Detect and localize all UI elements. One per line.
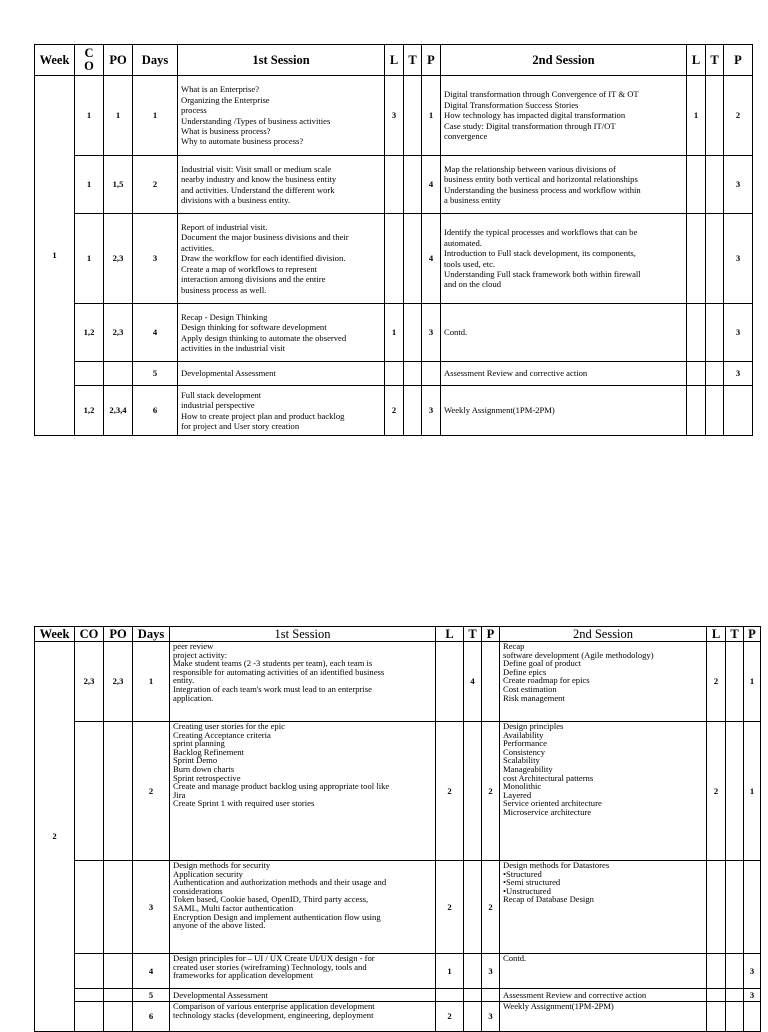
days-cell: 6 <box>133 386 178 436</box>
days-cell: 2 <box>133 156 178 214</box>
session2-cell: Digital transformation through Convergence of IT & OT Digital Transformation Success Stories How technology has impacted digital transformation Case study: Digital transformation through IT/OT convergence <box>441 76 687 156</box>
table-row <box>35 76 753 156</box>
session2-cell: Weekly Assignment(1PM-2PM) <box>500 1002 707 1032</box>
header-co: CO <box>75 627 104 642</box>
header-t1: T <box>404 45 422 76</box>
po-cell: 2,3,4 <box>104 386 133 436</box>
p2-cell: 3 <box>744 989 761 1002</box>
days-cell: 2 <box>133 722 170 861</box>
session1-cell: Full stack development industrial perspective How to create project plan and product backlog for project and User story creation <box>178 386 385 436</box>
p1-cell: 3 <box>422 386 441 436</box>
p2-cell: 3 <box>724 156 753 214</box>
t2-cell <box>706 386 724 436</box>
po-cell: 2,3 <box>104 304 133 362</box>
session1-cell: Report of industrial visit. Document the major business divisions and their activities. Draw the workflow for each identified division. Create a map of workflows to represent interaction among divisions and the entire business process as well. <box>178 214 385 304</box>
co-cell: 1,2 <box>75 386 104 436</box>
t2-cell <box>706 156 724 214</box>
session2-cell: Contd. <box>441 304 687 362</box>
table-row <box>35 214 753 304</box>
p2-cell <box>744 1002 761 1032</box>
header-co: C O <box>75 45 104 76</box>
po-cell <box>104 989 133 1002</box>
t2-cell <box>726 954 744 989</box>
session2-cell: Map the relationship between various divisions of business entity both vertical and horizontal relationships Understanding the business process and workflow within a business entity <box>441 156 687 214</box>
p1-cell: 1 <box>422 76 441 156</box>
header-l1: L <box>385 45 404 76</box>
t1-cell <box>464 861 482 954</box>
t1-cell <box>404 386 422 436</box>
table-row <box>35 304 753 362</box>
t2-cell <box>726 722 744 861</box>
l2-cell: 1 <box>687 76 706 156</box>
co-cell: 1 <box>75 156 104 214</box>
header-days: Days <box>133 45 178 76</box>
t1-cell <box>404 76 422 156</box>
session1-cell: Developmental Assessment <box>170 989 436 1002</box>
session2-cell: Design principles Availability Performance Consistency Scalability Manageability cost Architectural patterns Monolithic Layered Service oriented architecture Microservice architecture <box>500 722 707 861</box>
l1-cell <box>385 362 404 386</box>
t1-cell <box>404 214 422 304</box>
t2-cell <box>726 989 744 1002</box>
t1-cell <box>464 722 482 861</box>
header-days: Days <box>133 627 170 642</box>
header-t2: T <box>726 627 744 642</box>
l2-cell <box>687 214 706 304</box>
co-cell <box>75 989 104 1002</box>
table-header-row <box>35 45 753 76</box>
l2-cell <box>687 362 706 386</box>
p1-cell: 3 <box>422 304 441 362</box>
p1-cell: 2 <box>482 861 500 954</box>
table-header-row <box>35 627 761 642</box>
po-cell <box>104 362 133 386</box>
p1-cell: 2 <box>482 722 500 861</box>
t1-cell <box>404 304 422 362</box>
week-cell: 1 <box>35 76 75 436</box>
session1-cell: Comparison of various enterprise application development technology stacks (development, engineering, deployment <box>170 1002 436 1032</box>
header-po: PO <box>104 45 133 76</box>
table-row <box>35 156 753 214</box>
l2-cell: 2 <box>707 642 726 722</box>
p2-cell: 1 <box>744 642 761 722</box>
session2-cell: Assessment Review and corrective action <box>441 362 687 386</box>
session1-cell: Design methods for security Application security Authentication and authorization methods and their usage and considerations Token based, Cookie based, OpenID, Third party access, SAML, Multi factor authentication Encryption Design and implement authentication flow using anyone of the above listed. <box>170 861 436 954</box>
session2-cell: Assessment Review and corrective action <box>500 989 707 1002</box>
po-cell: 2,3 <box>104 214 133 304</box>
l2-cell <box>707 861 726 954</box>
session1-cell: Recap - Design Thinking Design thinking for software development Apply design thinking to automate the observed activities in the industrial visit <box>178 304 385 362</box>
t2-cell <box>726 861 744 954</box>
table-row <box>35 861 761 954</box>
t1-cell <box>464 954 482 989</box>
po-cell <box>104 722 133 861</box>
p1-cell: 4 <box>422 156 441 214</box>
p2-cell: 2 <box>724 76 753 156</box>
p1-cell: 3 <box>482 1002 500 1032</box>
p2-cell: 1 <box>744 722 761 861</box>
l1-cell: 1 <box>436 954 464 989</box>
days-cell: 5 <box>133 362 178 386</box>
header-po: PO <box>104 627 133 642</box>
header-2nd-session: 2nd Session <box>441 45 687 76</box>
l2-cell <box>707 1002 726 1032</box>
l2-cell <box>687 386 706 436</box>
days-cell: 4 <box>133 304 178 362</box>
schedule-table-week-1 <box>34 44 753 436</box>
header-l2: L <box>687 45 706 76</box>
co-cell: 1,2 <box>75 304 104 362</box>
l1-cell: 2 <box>436 722 464 861</box>
po-cell: 2,3 <box>104 642 133 722</box>
header-l2: L <box>707 627 726 642</box>
header-1st-session: 1st Session <box>178 45 385 76</box>
co-cell <box>75 722 104 861</box>
session1-cell: Industrial visit: Visit small or medium scale nearby industry and know the business entity and activities. Understand the different work divisions with a business entity. <box>178 156 385 214</box>
header-t1: T <box>464 627 482 642</box>
session1-cell: Developmental Assessment <box>178 362 385 386</box>
days-cell: 3 <box>133 214 178 304</box>
session1-cell: What is an Enterprise? Organizing the Enterprise process Understanding /Types of business activities What is business process? Why to automate business process? <box>178 76 385 156</box>
co-cell: 1 <box>75 76 104 156</box>
t2-cell <box>706 214 724 304</box>
table-row <box>35 954 761 989</box>
header-p1: P <box>422 45 441 76</box>
t2-cell <box>706 362 724 386</box>
l1-cell <box>385 156 404 214</box>
l2-cell <box>687 304 706 362</box>
days-cell: 3 <box>133 861 170 954</box>
l1-cell: 2 <box>436 1002 464 1032</box>
t1-cell <box>464 989 482 1002</box>
p1-cell: 4 <box>422 214 441 304</box>
header-2nd-session: 2nd Session <box>500 627 707 642</box>
p2-cell <box>744 861 761 954</box>
header-t2: T <box>706 45 724 76</box>
l1-cell: 3 <box>385 76 404 156</box>
p1-cell: 3 <box>482 954 500 989</box>
session2-cell: Identify the typical processes and workflows that can be automated. Introduction to Full stack development, its components, tools used, etc. Understanding Full stack framework both within firewall and on the cloud <box>441 214 687 304</box>
days-cell: 1 <box>133 76 178 156</box>
session1-cell: Design principles for – UI / UX Create UI/UX design - for created user stories (wireframing) Technology, tools and frameworks for application development <box>170 954 436 989</box>
days-cell: 6 <box>133 1002 170 1032</box>
header-week: Week <box>35 627 75 642</box>
header-l1: L <box>436 627 464 642</box>
session1-cell: peer review project activity: Make student teams (2 -3 students per team), each team is responsible for automating activities of an identified business entity. Integration of each team's work must lead to an enterprise application. <box>170 642 436 722</box>
session1-cell: Creating user stories for the epic Creating Acceptance criteria sprint planning Backlog Refinement Sprint Demo Burn down charts Sprint retrospective Create and manage product backlog using appropriate tool like Jira Create Sprint 1 with required user stories <box>170 722 436 861</box>
l1-cell <box>436 989 464 1002</box>
co-cell <box>75 362 104 386</box>
l1-cell: 2 <box>385 386 404 436</box>
co-cell <box>75 1002 104 1032</box>
po-cell: 1 <box>104 76 133 156</box>
po-cell <box>104 1002 133 1032</box>
week-cell: 2 <box>35 642 75 1032</box>
header-1st-session: 1st Session <box>170 627 436 642</box>
p1-cell <box>422 362 441 386</box>
l2-cell <box>707 954 726 989</box>
co-cell <box>75 861 104 954</box>
p2-cell: 3 <box>724 214 753 304</box>
l1-cell: 1 <box>385 304 404 362</box>
t2-cell <box>726 1002 744 1032</box>
header-p1: P <box>482 627 500 642</box>
p1-cell <box>482 642 500 722</box>
t1-cell <box>404 156 422 214</box>
t2-cell <box>706 304 724 362</box>
p2-cell: 3 <box>724 304 753 362</box>
session2-cell: Recap software development (Agile methodology) Define goal of product Define epics Create roadmap for epics Cost estimation Risk management <box>500 642 707 722</box>
t1-cell <box>464 1002 482 1032</box>
table-row <box>35 722 761 861</box>
days-cell: 1 <box>133 642 170 722</box>
l1-cell: 2 <box>436 861 464 954</box>
session2-cell: Design methods for Datastores •Structured •Semi structured •Unstructured Recap of Database Design <box>500 861 707 954</box>
session2-cell: Contd. <box>500 954 707 989</box>
session2-cell: Weekly Assignment(1PM-2PM) <box>441 386 687 436</box>
table-row <box>35 989 761 1002</box>
table-row <box>35 362 753 386</box>
header-p2: P <box>724 45 753 76</box>
l1-cell <box>436 642 464 722</box>
po-cell <box>104 861 133 954</box>
schedule-table-week-2 <box>34 626 761 1032</box>
co-cell: 2,3 <box>75 642 104 722</box>
header-p2: P <box>744 627 761 642</box>
po-cell <box>104 954 133 989</box>
t2-cell <box>726 642 744 722</box>
po-cell: 1,5 <box>104 156 133 214</box>
co-cell: 1 <box>75 214 104 304</box>
l2-cell <box>707 989 726 1002</box>
days-cell: 4 <box>133 954 170 989</box>
co-cell <box>75 954 104 989</box>
t1-cell: 4 <box>464 642 482 722</box>
table-row <box>35 386 753 436</box>
l2-cell <box>687 156 706 214</box>
header-week: Week <box>35 45 75 76</box>
l2-cell: 2 <box>707 722 726 861</box>
p2-cell: 3 <box>724 362 753 386</box>
p1-cell <box>482 989 500 1002</box>
p2-cell: 3 <box>744 954 761 989</box>
days-cell: 5 <box>133 989 170 1002</box>
table-row <box>35 642 761 722</box>
t2-cell <box>706 76 724 156</box>
p2-cell <box>724 386 753 436</box>
l1-cell <box>385 214 404 304</box>
table-row <box>35 1002 761 1032</box>
t1-cell <box>404 362 422 386</box>
